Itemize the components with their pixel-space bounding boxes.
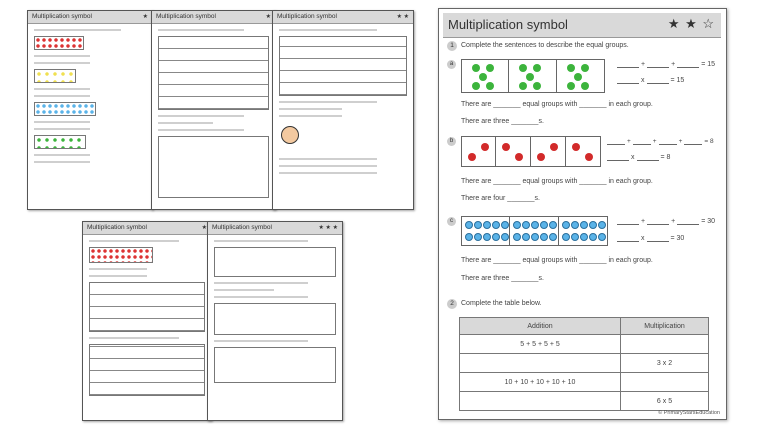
thumbnail-table: [158, 36, 269, 110]
thumbnail-line: [34, 161, 90, 163]
thumbnail-line: [34, 55, 90, 57]
multiplication-result: = 30: [670, 235, 685, 242]
counter-dot: [474, 233, 482, 241]
thumbnail-line: [34, 121, 90, 123]
addition-result: = 30: [701, 218, 716, 225]
counter-dot: [468, 153, 476, 161]
counter-dot: [513, 233, 521, 241]
thumbnail-line: [279, 29, 377, 31]
counter-dot: [502, 143, 510, 151]
counter-dot: [581, 82, 589, 90]
groups-sentence: There are _______ equal groups with _______ in each group.: [461, 257, 653, 264]
counter-dot: [537, 153, 545, 161]
counter-dot: [567, 64, 575, 72]
thumbnail-line: [214, 240, 308, 242]
counter-dot: [562, 233, 570, 241]
thumbnail-line: [89, 240, 179, 242]
part-label: c: [447, 217, 456, 226]
thumbnail-header: [208, 222, 342, 235]
thumbnail-title: Multiplication symbol: [212, 224, 272, 231]
thumbnail-stars: ★: [142, 14, 148, 20]
groups-word-sentence: There are four _______s.: [461, 195, 540, 202]
counter-dot: [598, 233, 606, 241]
multiplication-sentence: x = 15: [615, 77, 684, 84]
thumbnail-line: [34, 95, 90, 97]
counter-dot: [531, 233, 539, 241]
counter-dot: [571, 233, 579, 241]
groups-sentence: There are _______ equal groups with _______ in each group.: [461, 178, 653, 185]
multiplication-cell[interactable]: [621, 335, 709, 354]
thumbnail-dots-red: [34, 36, 84, 50]
counter-dot: [522, 221, 530, 229]
counter-dot: [581, 64, 589, 72]
multiplication-cell: 6 x 5: [621, 392, 709, 411]
counter-dot: [481, 143, 489, 151]
thumbnail-title: Multiplication symbol: [277, 13, 337, 20]
thumbnail-line: [279, 172, 377, 174]
addition-cell[interactable]: [460, 354, 621, 373]
thumbnail-page-1[interactable]: [27, 10, 153, 210]
thumbnail-header: [152, 11, 275, 24]
counter-dot: [531, 221, 539, 229]
thumbnail-dots-red: [89, 247, 153, 263]
column-header-addition: Addition: [460, 318, 621, 335]
thumbnail-line: [158, 129, 244, 131]
thumbnail-line: [214, 340, 308, 342]
thumbnail-line: [34, 128, 90, 130]
counter-dot: [483, 233, 491, 241]
thumbnail-page-3[interactable]: [272, 10, 414, 210]
table-row: [460, 354, 709, 373]
counter-dot: [479, 73, 487, 81]
equal-group-box: [559, 216, 608, 246]
groups-word-sentence: There are three _______s.: [461, 118, 544, 125]
addition-sentence: + + = 30: [615, 218, 715, 225]
counter-dot: [540, 233, 548, 241]
thumbnail-line: [279, 108, 342, 110]
thumbnail-line: [34, 29, 121, 31]
thumbnail-line: [89, 337, 179, 339]
thumbnail-line: [158, 122, 213, 124]
counter-dot: [474, 221, 482, 229]
thumbnail-title: Multiplication symbol: [156, 13, 216, 20]
thumbnail-stars: ★ ★ ★: [318, 225, 338, 231]
dot-groups-blue: [461, 216, 608, 246]
thumbnail-line: [34, 88, 90, 90]
thumbnail-page-4[interactable]: [82, 221, 212, 421]
thumbnail-line: [34, 62, 90, 64]
multiplication-result: = 15: [670, 77, 685, 84]
counter-dot: [465, 233, 473, 241]
counter-dot: [465, 221, 473, 229]
multiplication-sentence: x = 8: [605, 154, 670, 161]
counter-dot: [513, 221, 521, 229]
thumbnail-table: [89, 344, 205, 396]
counter-dot: [540, 221, 548, 229]
copyright-footer: © PrimaryStarsEducation: [658, 410, 720, 416]
counter-dot: [580, 233, 588, 241]
thumbnail-box: [214, 247, 336, 277]
thumbnail-line: [279, 115, 342, 117]
counter-dot: [533, 64, 541, 72]
equal-group-box: [509, 59, 557, 93]
difficulty-stars: ★ ★ ☆: [667, 16, 715, 31]
equal-group-box: [566, 136, 601, 167]
worksheet-title: Multiplication symbol: [448, 17, 568, 32]
thumbnail-table: [89, 282, 205, 332]
addition-sentence: + + + = 8: [605, 138, 714, 145]
part-label: a: [447, 60, 456, 69]
multiplication-result: = 8: [660, 154, 671, 161]
thumbnail-table: [279, 36, 407, 96]
child-face-icon: [281, 126, 299, 144]
multiplication-cell[interactable]: [621, 373, 709, 392]
counter-dot: [533, 82, 541, 90]
thumbnail-line: [214, 289, 274, 291]
part-label: b: [447, 137, 456, 146]
counter-dot: [519, 82, 527, 90]
addition-cell[interactable]: [460, 392, 621, 411]
groups-word-sentence: There are three _______s.: [461, 275, 544, 282]
counter-dot: [562, 221, 570, 229]
counter-dot: [492, 233, 500, 241]
addition-cell: 10 + 10 + 10 + 10 + 10: [460, 373, 621, 392]
table-row: [460, 392, 709, 411]
thumbnail-dots-green: [34, 135, 86, 149]
counter-dot: [580, 221, 588, 229]
thumbnail-line: [89, 268, 147, 270]
question-instruction: Complete the table below.: [461, 300, 542, 307]
question-instruction: Complete the sentences to describe the equal groups.: [461, 42, 629, 49]
addition-multiplication-table: [459, 317, 709, 411]
thumbnail-stars: ★: [201, 225, 207, 231]
thumbnail-header: [83, 222, 211, 235]
addition-cell: 5 + 5 + 5 + 5: [460, 335, 621, 354]
addition-result: = 8: [704, 138, 714, 145]
worksheet-header: [443, 13, 721, 38]
dot-groups-green: [461, 59, 605, 93]
counter-dot: [589, 233, 597, 241]
addition-sentence: + + = 15: [615, 61, 715, 68]
multiplication-cell: 3 x 2: [621, 354, 709, 373]
thumbnail-box: [158, 136, 269, 198]
thumbnail-line: [34, 154, 90, 156]
thumbnail-header: [273, 11, 413, 24]
question-number: 1: [447, 41, 457, 51]
table-row: [460, 335, 709, 354]
worksheet-page: [438, 8, 727, 420]
thumbnail-page-2[interactable]: [151, 10, 276, 210]
thumbnail-stars: ★: [265, 14, 271, 20]
thumbnail-box: [214, 347, 336, 383]
counter-dot: [549, 233, 557, 241]
equal-group-box: [461, 59, 509, 93]
counter-dot: [574, 73, 582, 81]
equal-group-box: [510, 216, 559, 246]
thumbnail-line: [89, 275, 147, 277]
question-number: 2: [447, 299, 457, 309]
counter-dot: [501, 221, 509, 229]
counter-dot: [571, 221, 579, 229]
counter-dot: [585, 153, 593, 161]
multiplication-sentence: x = 30: [615, 235, 684, 242]
counter-dot: [526, 73, 534, 81]
counter-dot: [572, 143, 580, 151]
counter-dot: [515, 153, 523, 161]
thumbnail-line: [158, 29, 244, 31]
counter-dot: [492, 221, 500, 229]
thumbnail-line: [279, 101, 377, 103]
thumbnail-box: [214, 303, 336, 335]
counter-dot: [549, 221, 557, 229]
thumbnail-dots-blue: [34, 102, 96, 116]
thumbnail-page-5[interactable]: [207, 221, 343, 421]
column-header-multiplication: Multiplication: [621, 318, 709, 335]
counter-dot: [472, 82, 480, 90]
equal-group-box: [461, 216, 510, 246]
counter-dot: [486, 64, 494, 72]
thumbnail-line: [279, 165, 377, 167]
dot-groups-red: [461, 136, 601, 167]
counter-dot: [501, 233, 509, 241]
counter-dot: [550, 143, 558, 151]
thumbnail-line: [158, 115, 244, 117]
thumbnail-title: Multiplication symbol: [32, 13, 92, 20]
equal-group-box: [461, 136, 496, 167]
table-row: [460, 373, 709, 392]
counter-dot: [519, 64, 527, 72]
thumbnail-title: Multiplication symbol: [87, 224, 147, 231]
counter-dot: [598, 221, 606, 229]
counter-dot: [522, 233, 530, 241]
counter-dot: [486, 82, 494, 90]
equal-group-box: [496, 136, 531, 167]
counter-dot: [589, 221, 597, 229]
equal-group-box: [557, 59, 605, 93]
thumbnail-stars: ★ ★: [396, 14, 409, 20]
groups-sentence: There are _______ equal groups with _______ in each group.: [461, 101, 653, 108]
equal-group-box: [531, 136, 566, 167]
thumbnail-line: [279, 158, 377, 160]
counter-dot: [483, 221, 491, 229]
addition-result: = 15: [701, 61, 716, 68]
counter-dot: [472, 64, 480, 72]
thumbnail-line: [214, 282, 308, 284]
counter-dot: [567, 82, 575, 90]
thumbnail-header: [28, 11, 152, 24]
thumbnail-line: [214, 296, 308, 298]
thumbnail-dots-yellow: [34, 69, 76, 83]
